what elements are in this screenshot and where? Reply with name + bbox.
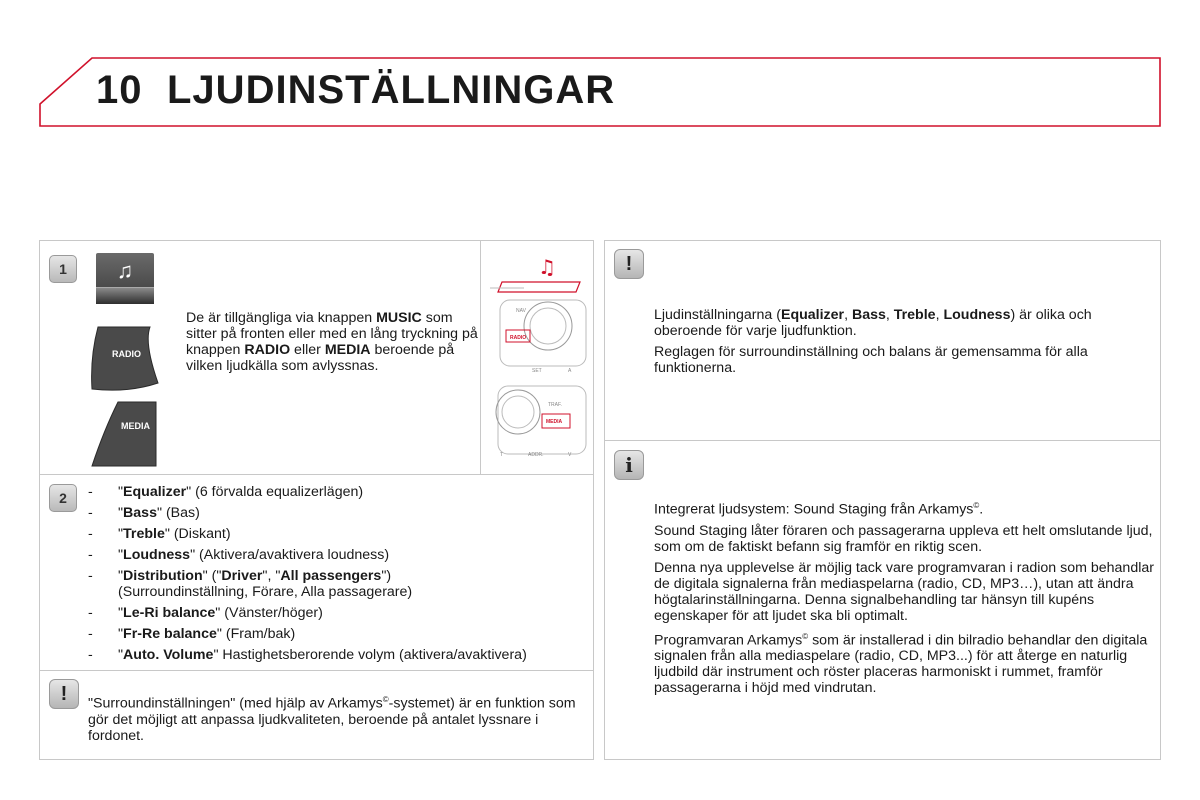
audio-settings-list [88, 484, 527, 668]
media-button-label: MEDIA [121, 421, 150, 431]
warning-icon: ! [614, 249, 644, 279]
image-divider [480, 240, 481, 474]
list-item: - "Distribution" ("Driver", "All passengers") (Surroundinställning, Förare, Alla passagerare) [88, 568, 527, 600]
page-title: LJUDINSTÄLLNINGAR [167, 68, 616, 112]
radio-panel-label: RADIO [510, 335, 527, 341]
list-item: - "Fr-Re balance" (Fram/bak) [88, 626, 527, 642]
music-button-base [96, 287, 154, 304]
v-label: V [568, 452, 572, 458]
sound-staging-info: Integrerat ljudsystem: Sound Staging från Arkamys©. Sound Staging låter föraren och passagerarna uppleva ett helt omslutande ljud, som om de faktiskt befann sig framför en riktig scen. Denna nya upplevelse är möjlig tack vare programvaran i radion som behandlar de digitala signalerna från mediaspelarna (radio, CD, MP3…), utan att ändra högtalarinställningarna. Denna signalbehandling tar hänsyn till kupéns egenskaper för att ljudet ska bli optimalt. Programvaran Arkamys© som är installerad i din bilradio behandlar den digitala signalen från alla mediaspelare (radio, CD, MP3...) för att återge en naturlig ljudbild där instrument och röster placeras harmoniskt i rummet, framför passagerarna i höjd med vindrutan. [654, 501, 1154, 697]
t-label: T [500, 452, 504, 458]
settings-independence-note: Ljudinställningarna (Equalizer, Bass, Treble, Loudness) är olika och oberoende för varje ljudfunktion. Reglagen för surroundinställning och balans är gemensamma för alla funktionerna. [654, 307, 1092, 376]
list-item: - "Bass" (Bas) [88, 505, 527, 521]
addr-label: ADDR. [528, 452, 544, 458]
chapter-number: 10 [96, 68, 143, 112]
set-label: SET [532, 368, 542, 374]
svg-text:♫: ♫ [538, 255, 556, 279]
warning-icon: ! [49, 679, 79, 709]
list-item: - "Le-Ri balance" (Vänster/höger) [88, 605, 527, 621]
radio-button [88, 323, 160, 393]
section1-description: De är tillgängliga via knappen MUSIC som sitter på fronten eller med en lång tryckning på knappen RADIO eller MEDIA beroende på vilken ljudkälla som avlyssnas. [186, 310, 478, 374]
list-item: - "Equalizer" (6 förvalda equalizerlägen) [88, 484, 527, 500]
radio-button-label: RADIO [112, 349, 141, 359]
music-note-icon: ♫ [116, 258, 134, 283]
step-1-badge: 1 [49, 255, 77, 283]
surround-note: "Surroundinställningen" (med hjälp av Arkamys©-systemet) är en funktion som gör det möjligt att anpassa ljudkvaliteten, beroende på antalet lyssnare i fordonet. [88, 695, 576, 744]
list-item: - "Loudness" (Aktivera/avaktivera loudness) [88, 547, 527, 563]
nav-label: NAV [516, 308, 526, 314]
media-button [88, 400, 160, 470]
left-divider-2 [39, 670, 594, 671]
step-2-badge: 2 [49, 484, 77, 512]
media-panel-label: MEDIA [546, 419, 563, 425]
list-item: - "Treble" (Diskant) [88, 526, 527, 542]
traffic-label: TRAF. [548, 402, 562, 408]
right-divider [604, 440, 1161, 441]
left-divider-1 [39, 474, 594, 475]
info-icon: i [614, 450, 644, 480]
list-item: - "Auto. Volume" Hastighetsberorende volym (aktivera/avaktivera) [88, 647, 527, 663]
music-note-icon [538, 255, 556, 279]
a-label: A [568, 368, 572, 374]
radio-panel-illustration [484, 248, 590, 464]
